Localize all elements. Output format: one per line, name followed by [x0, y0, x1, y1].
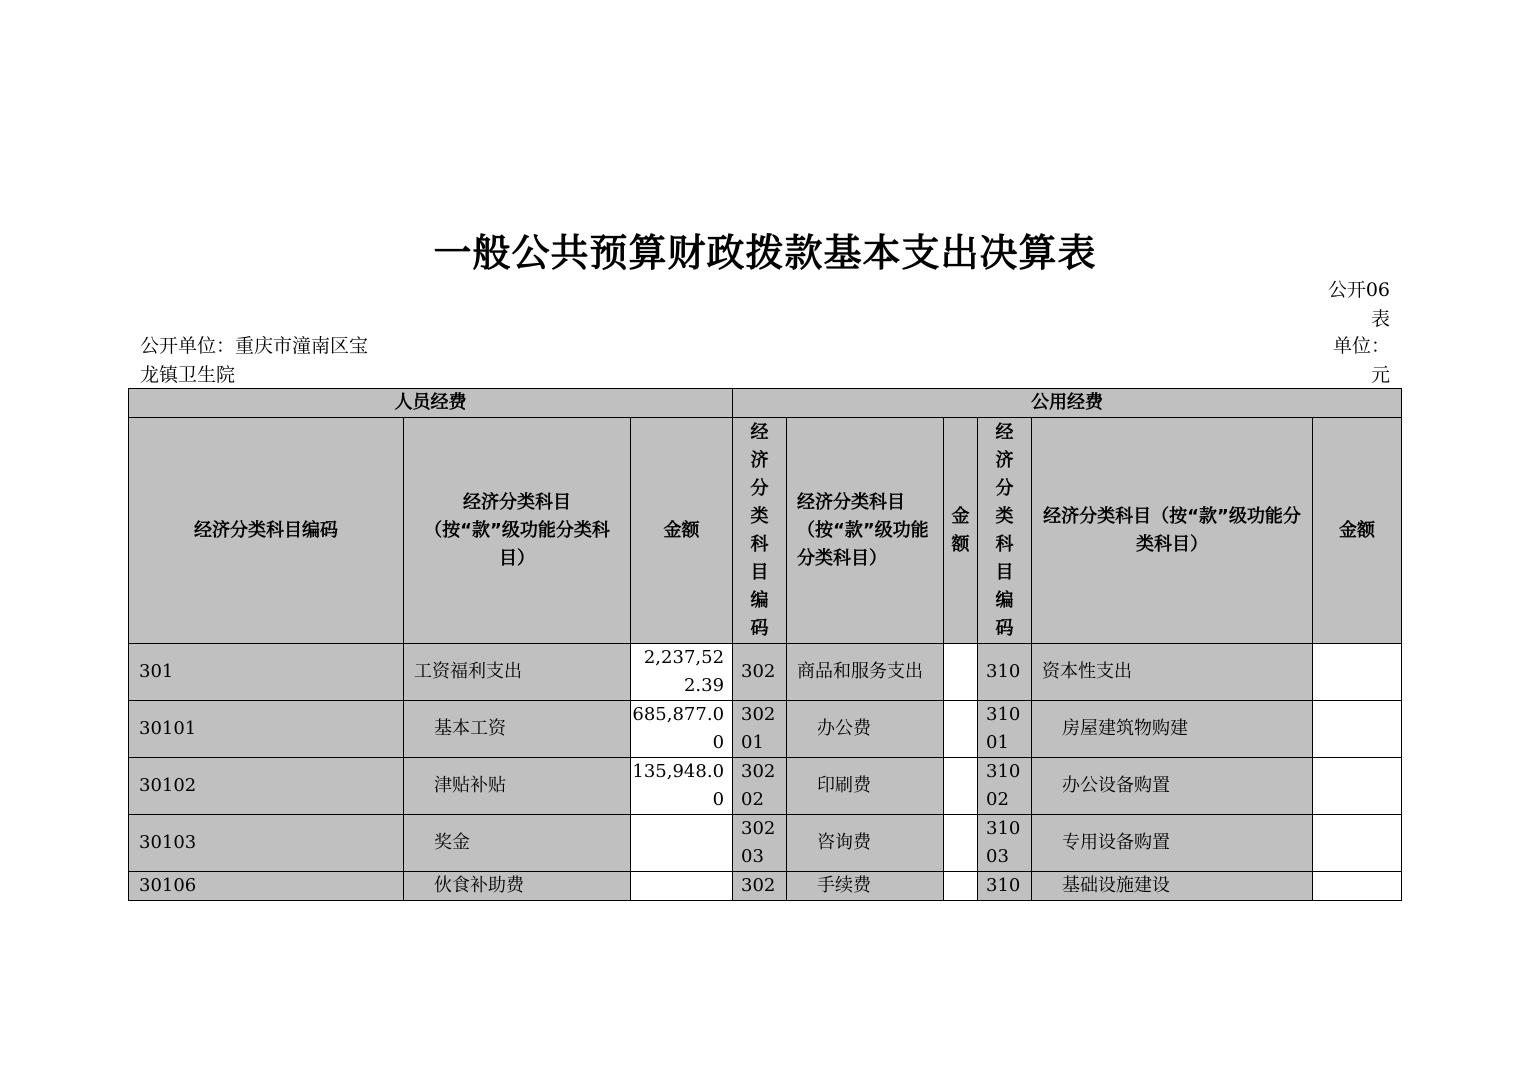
header-amount-capital: 金额	[1313, 418, 1402, 644]
header-code: 经济分类科目编码	[129, 418, 404, 644]
row-code-public: 30201	[733, 701, 787, 758]
currency-unit	[1318, 332, 1390, 390]
row-amount-capital	[1313, 701, 1402, 758]
row-amount: 135,948.00	[631, 758, 733, 815]
row-code: 301	[129, 644, 404, 701]
header-amount: 金额	[631, 418, 733, 644]
header-name-capital: 经济分类科目（按“款”级功能分类科目）	[1032, 418, 1313, 644]
form-number-line2: 表	[1370, 308, 1390, 330]
row-name: 基本工资	[404, 701, 631, 758]
row-name-capital: 专用设备购置	[1032, 815, 1313, 872]
currency-unit-line2: 元	[1370, 364, 1390, 386]
header-code-capital	[978, 418, 1032, 644]
row-amount-capital	[1313, 758, 1402, 815]
row-amount-capital	[1313, 644, 1402, 701]
publishing-unit	[140, 332, 400, 390]
row-code: 30101	[129, 701, 404, 758]
row-name-public: 办公费	[787, 701, 944, 758]
row-amount-public	[944, 644, 978, 701]
header-code-public-text: 经济分类科目编码	[750, 421, 769, 639]
expenditure-table	[128, 388, 1402, 901]
header-name: 经济分类科目（按“款”级功能分类科目）	[404, 418, 631, 644]
row-name-public: 印刷费	[787, 758, 944, 815]
header-amount-public-text: 金额	[951, 505, 970, 555]
publishing-unit-line2: 龙镇卫生院	[140, 364, 236, 386]
row-amount-public	[944, 701, 978, 758]
table-row	[129, 872, 1402, 901]
form-number	[1318, 276, 1390, 334]
row-name: 工资福利支出	[404, 644, 631, 701]
row-amount-public	[944, 815, 978, 872]
row-amount-capital	[1313, 815, 1402, 872]
row-code-public: 302	[733, 872, 787, 901]
row-name-public: 商品和服务支出	[787, 644, 944, 701]
publishing-unit-line1: 公开单位：重庆市潼南区宝	[140, 335, 369, 357]
form-number-line1: 公开06	[1327, 279, 1390, 301]
table-row	[129, 758, 1402, 815]
row-amount	[631, 815, 733, 872]
row-amount-public	[944, 872, 978, 901]
row-name-capital: 基础设施建设	[1032, 872, 1313, 901]
table-row	[129, 701, 1402, 758]
header-code-capital-text: 经济分类科目编码	[995, 421, 1014, 639]
row-code-capital: 310	[978, 644, 1032, 701]
row-code-public: 30202	[733, 758, 787, 815]
row-code-public: 30203	[733, 815, 787, 872]
row-amount: 685,877.00	[631, 701, 733, 758]
row-code-capital: 31001	[978, 701, 1032, 758]
row-code-capital: 310	[978, 872, 1032, 901]
row-code: 30102	[129, 758, 404, 815]
row-amount: 2,237,522.39	[631, 644, 733, 701]
row-name-public: 手续费	[787, 872, 944, 901]
group-header-public: 公用经费	[733, 389, 1402, 418]
row-name: 津贴补贴	[404, 758, 631, 815]
row-amount	[631, 872, 733, 901]
header-name-public: 经济分类科目（按“款”级功能分类科目）	[787, 418, 944, 644]
row-code-capital: 31002	[978, 758, 1032, 815]
row-amount-public	[944, 758, 978, 815]
row-name: 奖金	[404, 815, 631, 872]
row-name-capital: 资本性支出	[1032, 644, 1313, 701]
row-name-capital: 办公设备购置	[1032, 758, 1313, 815]
row-name: 伙食补助费	[404, 872, 631, 901]
currency-unit-line1: 单位：	[1332, 335, 1390, 357]
row-code-capital: 31003	[978, 815, 1032, 872]
header-code-public	[733, 418, 787, 644]
row-name-capital: 房屋建筑物购建	[1032, 701, 1313, 758]
row-name-public: 咨询费	[787, 815, 944, 872]
row-amount-capital	[1313, 872, 1402, 901]
row-code-public: 302	[733, 644, 787, 701]
table-row	[129, 644, 1402, 701]
row-code: 30106	[129, 872, 404, 901]
table-row	[129, 815, 1402, 872]
group-header-personnel: 人员经费	[129, 389, 733, 418]
page-title: 一般公共预算财政拨款基本支出决算表	[433, 231, 1097, 275]
header-amount-public	[944, 418, 978, 644]
row-code: 30103	[129, 815, 404, 872]
